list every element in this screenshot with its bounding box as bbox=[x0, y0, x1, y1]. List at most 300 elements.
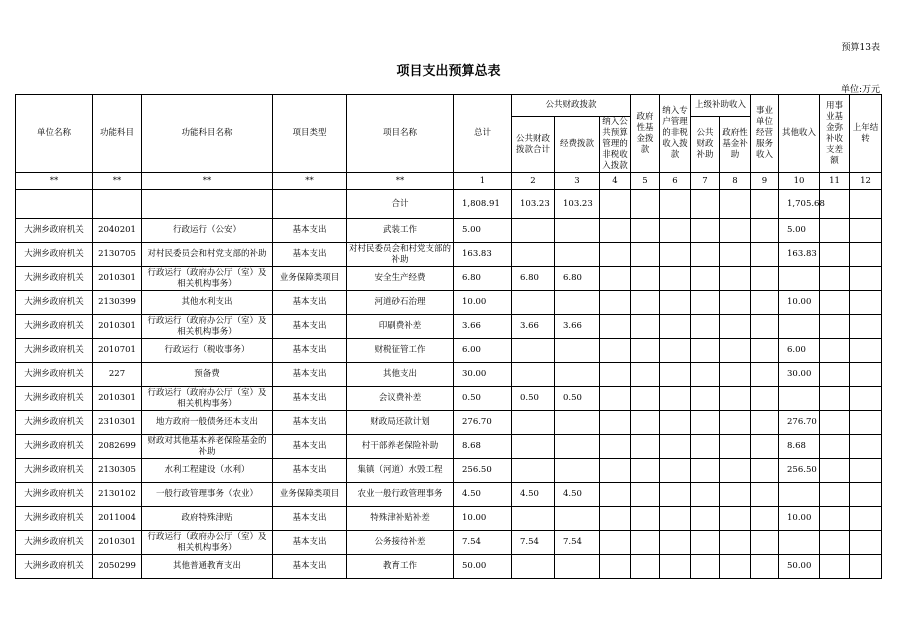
cell-other: 276.70 bbox=[779, 411, 820, 435]
cell-other: 6.00 bbox=[779, 339, 820, 363]
cell-proj-name: 河道砂石治理 bbox=[347, 291, 454, 315]
cell-func-name: 行政运行（政府办公厅（室）及相关机构事务） bbox=[142, 315, 273, 339]
cell-func-code: 2010701 bbox=[93, 339, 142, 363]
cell-funding bbox=[555, 435, 600, 459]
table-header bbox=[16, 95, 882, 173]
empty-cell bbox=[720, 315, 751, 339]
cell-total: 10.00 bbox=[454, 291, 512, 315]
header-nontax-public: 纳入公共预算管理的非税收入拨款 bbox=[600, 117, 631, 173]
empty-cell bbox=[720, 555, 751, 579]
header-proj-name: 项目名称 bbox=[347, 95, 454, 173]
cell-func-code: 2011004 bbox=[93, 507, 142, 531]
cell-other: 256.50 bbox=[779, 459, 820, 483]
budget-table bbox=[15, 94, 882, 579]
cell-func-code: 2010301 bbox=[93, 387, 142, 411]
empty-cell bbox=[660, 267, 691, 291]
cell-funding bbox=[555, 459, 600, 483]
cell-funding bbox=[555, 363, 600, 387]
empty-cell bbox=[751, 190, 779, 219]
table-row bbox=[16, 315, 882, 339]
cell-other: 163.83 bbox=[779, 243, 820, 267]
cell-func-name: 地方政府一般债务还本支出 bbox=[142, 411, 273, 435]
empty-cell bbox=[691, 507, 720, 531]
cell-proj-type: 基本支出 bbox=[273, 363, 347, 387]
empty-cell bbox=[600, 339, 631, 363]
cell-func-name: 其他普通教育支出 bbox=[142, 555, 273, 579]
cell-proj-type: 基本支出 bbox=[273, 555, 347, 579]
empty-cell bbox=[600, 507, 631, 531]
cell-proj-type: 业务保障类项目 bbox=[273, 483, 347, 507]
cell-public-total bbox=[512, 435, 555, 459]
index-cell: 6 bbox=[660, 173, 691, 190]
empty-cell bbox=[820, 267, 850, 291]
cell-proj-name: 特殊津补贴补差 bbox=[347, 507, 454, 531]
empty-cell bbox=[631, 219, 660, 243]
cell-proj-name: 对村民委员会和村党支部的补助 bbox=[347, 243, 454, 267]
index-cell: 3 bbox=[555, 173, 600, 190]
empty-cell bbox=[751, 363, 779, 387]
empty-cell bbox=[720, 243, 751, 267]
cell-func-name: 行政运行（政府办公厅（室）及相关机构事务） bbox=[142, 267, 273, 291]
cell-public-total bbox=[512, 411, 555, 435]
cell-proj-type: 基本支出 bbox=[273, 387, 347, 411]
cell-other bbox=[779, 267, 820, 291]
empty-cell bbox=[691, 411, 720, 435]
empty-cell bbox=[691, 219, 720, 243]
empty-cell bbox=[660, 435, 691, 459]
index-cell: 9 bbox=[751, 173, 779, 190]
empty-cell bbox=[751, 459, 779, 483]
empty-cell bbox=[660, 219, 691, 243]
cell-total: 8.68 bbox=[454, 435, 512, 459]
cell-total: 5.00 bbox=[454, 219, 512, 243]
empty-cell bbox=[820, 315, 850, 339]
table-row bbox=[16, 459, 882, 483]
cell-proj-name: 财政局还款计划 bbox=[347, 411, 454, 435]
table-row bbox=[16, 363, 882, 387]
cell-unit: 大洲乡政府机关 bbox=[16, 363, 93, 387]
cell-total: 6.00 bbox=[454, 339, 512, 363]
empty-cell bbox=[751, 387, 779, 411]
cell-func-code: 2010301 bbox=[93, 315, 142, 339]
cell-proj-type: 基本支出 bbox=[273, 219, 347, 243]
cell-total: 276.70 bbox=[454, 411, 512, 435]
empty-cell bbox=[142, 190, 273, 219]
index-cell: 4 bbox=[600, 173, 631, 190]
cell-funding: 0.50 bbox=[555, 387, 600, 411]
index-cell: 12 bbox=[850, 173, 882, 190]
header-sub-gov-fund: 政府性基金补助 bbox=[720, 117, 751, 173]
header-total: 总计 bbox=[454, 95, 512, 173]
cell-other bbox=[779, 483, 820, 507]
empty-cell bbox=[691, 483, 720, 507]
empty-cell bbox=[720, 339, 751, 363]
empty-cell bbox=[631, 363, 660, 387]
index-cell: ** bbox=[142, 173, 273, 190]
empty-cell bbox=[720, 387, 751, 411]
cell-other: 50.00 bbox=[779, 555, 820, 579]
empty-cell bbox=[820, 435, 850, 459]
empty-cell bbox=[691, 267, 720, 291]
cell-unit: 大洲乡政府机关 bbox=[16, 315, 93, 339]
summary-public-total: 103.23 bbox=[512, 190, 555, 219]
cell-total: 6.80 bbox=[454, 267, 512, 291]
empty-cell bbox=[631, 339, 660, 363]
cell-other: 30.00 bbox=[779, 363, 820, 387]
cell-proj-name: 农业一般行政管理事务 bbox=[347, 483, 454, 507]
header-other-income: 其他收入 bbox=[779, 95, 820, 173]
empty-cell bbox=[631, 291, 660, 315]
cell-total: 0.50 bbox=[454, 387, 512, 411]
cell-funding bbox=[555, 507, 600, 531]
header-fund-balance: 用事业基金弥补收支差额 bbox=[820, 95, 850, 173]
cell-funding: 3.66 bbox=[555, 315, 600, 339]
empty-cell bbox=[751, 555, 779, 579]
empty-cell bbox=[600, 267, 631, 291]
cell-func-code: 2310301 bbox=[93, 411, 142, 435]
empty-cell bbox=[660, 190, 691, 219]
empty-cell bbox=[631, 435, 660, 459]
cell-public-total: 7.54 bbox=[512, 531, 555, 555]
header-gov-fund: 政府性基金拨款 bbox=[631, 95, 660, 173]
cell-unit: 大洲乡政府机关 bbox=[16, 339, 93, 363]
empty-cell bbox=[820, 291, 850, 315]
empty-cell bbox=[600, 315, 631, 339]
empty-cell bbox=[600, 291, 631, 315]
empty-cell bbox=[720, 435, 751, 459]
empty-cell bbox=[660, 483, 691, 507]
empty-cell bbox=[660, 555, 691, 579]
cell-funding: 4.50 bbox=[555, 483, 600, 507]
cell-func-code: 2130399 bbox=[93, 291, 142, 315]
empty-cell bbox=[93, 190, 142, 219]
summary-total: 1,808.91 bbox=[454, 190, 512, 219]
cell-proj-name: 集镇（河道）水毁工程 bbox=[347, 459, 454, 483]
header-carryover: 上年结转 bbox=[850, 95, 882, 173]
cell-other: 10.00 bbox=[779, 507, 820, 531]
empty-cell bbox=[660, 243, 691, 267]
cell-other: 10.00 bbox=[779, 291, 820, 315]
empty-cell bbox=[660, 411, 691, 435]
header-unit-name: 单位名称 bbox=[16, 95, 93, 173]
empty-cell bbox=[691, 363, 720, 387]
cell-unit: 大洲乡政府机关 bbox=[16, 267, 93, 291]
empty-cell bbox=[850, 315, 882, 339]
empty-cell bbox=[850, 219, 882, 243]
cell-func-name: 行政运行（税收事务） bbox=[142, 339, 273, 363]
cell-proj-type: 基本支出 bbox=[273, 435, 347, 459]
cell-total: 3.66 bbox=[454, 315, 512, 339]
empty-cell bbox=[720, 219, 751, 243]
empty-cell bbox=[850, 339, 882, 363]
cell-proj-name: 财税征管工作 bbox=[347, 339, 454, 363]
cell-proj-name: 武装工作 bbox=[347, 219, 454, 243]
empty-cell bbox=[691, 190, 720, 219]
empty-cell bbox=[751, 291, 779, 315]
cell-funding bbox=[555, 291, 600, 315]
header-nontax-special: 纳入专户管理的非税收入拨款 bbox=[660, 95, 691, 173]
empty-cell bbox=[660, 339, 691, 363]
table-row bbox=[16, 555, 882, 579]
cell-unit: 大洲乡政府机关 bbox=[16, 555, 93, 579]
cell-other: 8.68 bbox=[779, 435, 820, 459]
empty-cell bbox=[720, 483, 751, 507]
cell-func-name: 对村民委员会和村党支部的补助 bbox=[142, 243, 273, 267]
cell-public-total bbox=[512, 507, 555, 531]
cell-unit: 大洲乡政府机关 bbox=[16, 291, 93, 315]
empty-cell bbox=[691, 243, 720, 267]
empty-cell bbox=[600, 190, 631, 219]
empty-cell bbox=[600, 387, 631, 411]
empty-cell bbox=[720, 190, 751, 219]
table-row bbox=[16, 243, 882, 267]
cell-proj-type: 基本支出 bbox=[273, 531, 347, 555]
empty-cell bbox=[751, 507, 779, 531]
empty-cell bbox=[820, 411, 850, 435]
cell-funding: 7.54 bbox=[555, 531, 600, 555]
empty-cell bbox=[631, 267, 660, 291]
empty-cell bbox=[691, 339, 720, 363]
empty-cell bbox=[850, 190, 882, 219]
empty-cell bbox=[820, 339, 850, 363]
cell-public-total bbox=[512, 219, 555, 243]
empty-cell bbox=[660, 507, 691, 531]
empty-cell bbox=[691, 291, 720, 315]
cell-proj-type: 基本支出 bbox=[273, 507, 347, 531]
cell-unit: 大洲乡政府机关 bbox=[16, 219, 93, 243]
cell-func-code: 227 bbox=[93, 363, 142, 387]
cell-func-code: 2130705 bbox=[93, 243, 142, 267]
index-cell: 10 bbox=[779, 173, 820, 190]
cell-unit: 大洲乡政府机关 bbox=[16, 411, 93, 435]
cell-public-total: 4.50 bbox=[512, 483, 555, 507]
empty-cell bbox=[751, 339, 779, 363]
cell-total: 7.54 bbox=[454, 531, 512, 555]
cell-proj-type: 基本支出 bbox=[273, 339, 347, 363]
empty-cell bbox=[850, 555, 882, 579]
cell-proj-type: 业务保障类项目 bbox=[273, 267, 347, 291]
cell-other: 5.00 bbox=[779, 219, 820, 243]
empty-cell bbox=[273, 190, 347, 219]
empty-cell bbox=[720, 363, 751, 387]
cell-unit: 大洲乡政府机关 bbox=[16, 507, 93, 531]
empty-cell bbox=[631, 315, 660, 339]
table-row bbox=[16, 411, 882, 435]
empty-cell bbox=[850, 267, 882, 291]
cell-unit: 大洲乡政府机关 bbox=[16, 483, 93, 507]
empty-cell bbox=[820, 555, 850, 579]
empty-cell bbox=[691, 555, 720, 579]
table-row bbox=[16, 387, 882, 411]
cell-funding bbox=[555, 243, 600, 267]
cell-proj-name: 安全生产经费 bbox=[347, 267, 454, 291]
cell-unit: 大洲乡政府机关 bbox=[16, 435, 93, 459]
empty-cell bbox=[631, 459, 660, 483]
summary-other: 1,705.68 bbox=[779, 190, 820, 219]
empty-cell bbox=[660, 315, 691, 339]
cell-func-name: 其他水利支出 bbox=[142, 291, 273, 315]
empty-cell bbox=[820, 243, 850, 267]
unit-label: 单位:万元 bbox=[840, 85, 880, 95]
cell-unit: 大洲乡政府机关 bbox=[16, 531, 93, 555]
cell-proj-name: 其他支出 bbox=[347, 363, 454, 387]
cell-func-name: 政府特殊津贴 bbox=[142, 507, 273, 531]
empty-cell bbox=[850, 507, 882, 531]
cell-proj-name: 教育工作 bbox=[347, 555, 454, 579]
empty-cell bbox=[820, 531, 850, 555]
empty-cell bbox=[850, 483, 882, 507]
cell-other bbox=[779, 315, 820, 339]
table-row bbox=[16, 339, 882, 363]
cell-total: 4.50 bbox=[454, 483, 512, 507]
index-cell: 2 bbox=[512, 173, 555, 190]
cell-func-name: 预备费 bbox=[142, 363, 273, 387]
cell-public-total bbox=[512, 555, 555, 579]
cell-func-name: 行政运行（政府办公厅（室）及相关机构事务） bbox=[142, 387, 273, 411]
cell-total: 50.00 bbox=[454, 555, 512, 579]
empty-cell bbox=[850, 411, 882, 435]
cell-proj-name: 公务接待补差 bbox=[347, 531, 454, 555]
index-row bbox=[16, 173, 882, 190]
empty-cell bbox=[631, 531, 660, 555]
empty-cell bbox=[600, 555, 631, 579]
empty-cell bbox=[691, 531, 720, 555]
empty-cell bbox=[631, 507, 660, 531]
table-row bbox=[16, 483, 882, 507]
empty-cell bbox=[850, 291, 882, 315]
cell-func-code: 2010301 bbox=[93, 531, 142, 555]
empty-cell bbox=[631, 387, 660, 411]
empty-cell bbox=[720, 291, 751, 315]
cell-func-name: 财政对其他基本养老保险基金的补助 bbox=[142, 435, 273, 459]
empty-cell bbox=[850, 243, 882, 267]
cell-func-code: 2082699 bbox=[93, 435, 142, 459]
cell-other bbox=[779, 387, 820, 411]
empty-cell bbox=[720, 411, 751, 435]
empty-cell bbox=[751, 315, 779, 339]
empty-cell bbox=[631, 243, 660, 267]
cell-func-code: 2130305 bbox=[93, 459, 142, 483]
index-cell: ** bbox=[347, 173, 454, 190]
cell-unit: 大洲乡政府机关 bbox=[16, 459, 93, 483]
index-cell: ** bbox=[16, 173, 93, 190]
empty-cell bbox=[631, 555, 660, 579]
empty-cell bbox=[600, 531, 631, 555]
index-cell: 7 bbox=[691, 173, 720, 190]
cell-funding bbox=[555, 555, 600, 579]
table-body bbox=[16, 173, 882, 579]
cell-proj-name: 印刷费补差 bbox=[347, 315, 454, 339]
table-row bbox=[16, 435, 882, 459]
empty-cell bbox=[600, 483, 631, 507]
summary-row bbox=[16, 190, 882, 219]
table-row bbox=[16, 267, 882, 291]
cell-proj-type: 基本支出 bbox=[273, 315, 347, 339]
cell-proj-name: 村干部养老保险补助 bbox=[347, 435, 454, 459]
header-business-income: 事业单位经营服务收入 bbox=[751, 95, 779, 173]
empty-cell bbox=[820, 459, 850, 483]
cell-proj-name: 会议费补差 bbox=[347, 387, 454, 411]
summary-funding: 103.23 bbox=[555, 190, 600, 219]
empty-cell bbox=[820, 363, 850, 387]
header-funding: 经费拨款 bbox=[555, 117, 600, 173]
empty-cell bbox=[600, 411, 631, 435]
empty-cell bbox=[820, 507, 850, 531]
cell-func-name: 行政运行（政府办公厅（室）及相关机构事务） bbox=[142, 531, 273, 555]
empty-cell bbox=[850, 363, 882, 387]
empty-cell bbox=[660, 459, 691, 483]
empty-cell bbox=[691, 435, 720, 459]
empty-cell bbox=[720, 459, 751, 483]
cell-funding bbox=[555, 339, 600, 363]
header-superior-subsidy: 上级补助收入 bbox=[691, 95, 751, 117]
empty-cell bbox=[751, 483, 779, 507]
empty-cell bbox=[720, 507, 751, 531]
table-row bbox=[16, 531, 882, 555]
empty-cell bbox=[691, 387, 720, 411]
empty-cell bbox=[850, 435, 882, 459]
empty-cell bbox=[751, 411, 779, 435]
index-cell: ** bbox=[273, 173, 347, 190]
cell-total: 256.50 bbox=[454, 459, 512, 483]
table-row bbox=[16, 291, 882, 315]
cell-unit: 大洲乡政府机关 bbox=[16, 387, 93, 411]
empty-cell bbox=[691, 459, 720, 483]
cell-funding bbox=[555, 219, 600, 243]
empty-cell bbox=[660, 531, 691, 555]
empty-cell bbox=[820, 483, 850, 507]
cell-public-total: 0.50 bbox=[512, 387, 555, 411]
cell-total: 30.00 bbox=[454, 363, 512, 387]
empty-cell bbox=[751, 435, 779, 459]
cell-proj-type: 基本支出 bbox=[273, 459, 347, 483]
header-public-fiscal-total: 公共财政拨款合计 bbox=[512, 117, 555, 173]
empty-cell bbox=[600, 243, 631, 267]
cell-unit: 大洲乡政府机关 bbox=[16, 243, 93, 267]
cell-public-total bbox=[512, 339, 555, 363]
empty-cell bbox=[850, 531, 882, 555]
empty-cell bbox=[660, 387, 691, 411]
empty-cell bbox=[631, 190, 660, 219]
cell-func-name: 一般行政管理事务（农业） bbox=[142, 483, 273, 507]
empty-cell bbox=[631, 483, 660, 507]
empty-cell bbox=[720, 267, 751, 291]
cell-func-code: 2130102 bbox=[93, 483, 142, 507]
empty-cell bbox=[720, 531, 751, 555]
empty-cell bbox=[820, 387, 850, 411]
empty-cell bbox=[631, 411, 660, 435]
empty-cell bbox=[16, 190, 93, 219]
empty-cell bbox=[751, 267, 779, 291]
table-row bbox=[16, 219, 882, 243]
cell-public-total: 3.66 bbox=[512, 315, 555, 339]
cell-proj-type: 基本支出 bbox=[273, 291, 347, 315]
empty-cell bbox=[751, 531, 779, 555]
cell-funding: 6.80 bbox=[555, 267, 600, 291]
cell-total: 163.83 bbox=[454, 243, 512, 267]
cell-other bbox=[779, 531, 820, 555]
empty-cell bbox=[751, 219, 779, 243]
empty-cell bbox=[850, 459, 882, 483]
cell-public-total bbox=[512, 363, 555, 387]
cell-public-total bbox=[512, 459, 555, 483]
index-cell: 8 bbox=[720, 173, 751, 190]
cell-funding bbox=[555, 411, 600, 435]
cell-func-code: 2040201 bbox=[93, 219, 142, 243]
empty-cell bbox=[850, 387, 882, 411]
cell-func-code: 2010301 bbox=[93, 267, 142, 291]
cell-public-total bbox=[512, 291, 555, 315]
